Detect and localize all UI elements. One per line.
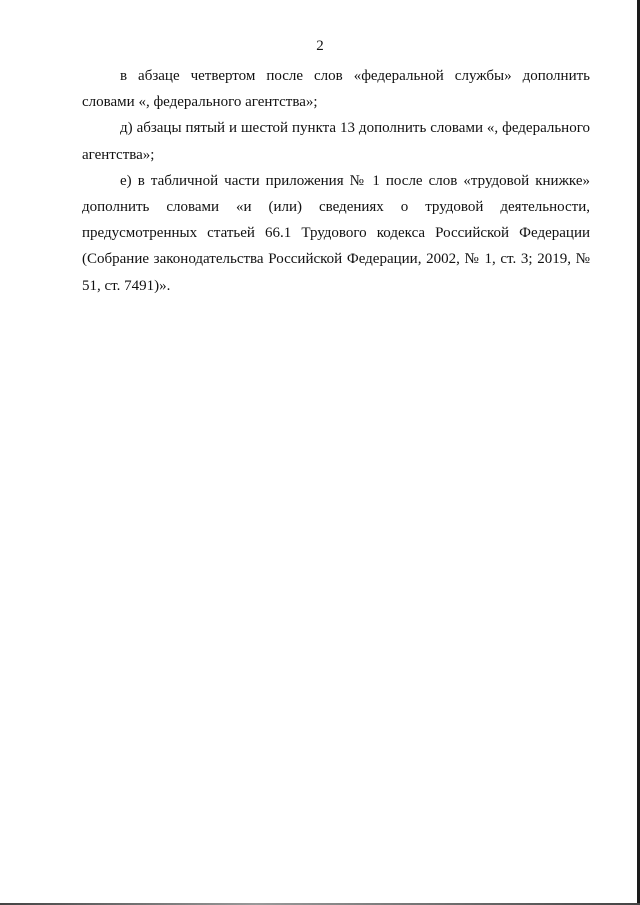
paragraph-item-e: е) в табличной части приложения № 1 после слов «трудовой книжке» дополнить словами «и (или) сведениях о трудовой деятельности, предусмотренных статьей 66.1 Трудового кодекса Российской Федерации (Собрание законодательства Российской Федерации, 2002, № 1, ст. 3; 2019, № 51, ст. 7491)». [82,172,590,294]
paragraph-item-d: д) абзацы пятый и шестой пункта 13 дополнить словами «, федерального агентства»; [82,120,590,163]
paragraph-abzac-chetvertyj: в абзаце четвертом после слов «федеральной службы» дополнить словами «, федерального агентства»; [82,68,590,111]
document-body [82,63,590,299]
page-number: 2 [316,38,324,54]
